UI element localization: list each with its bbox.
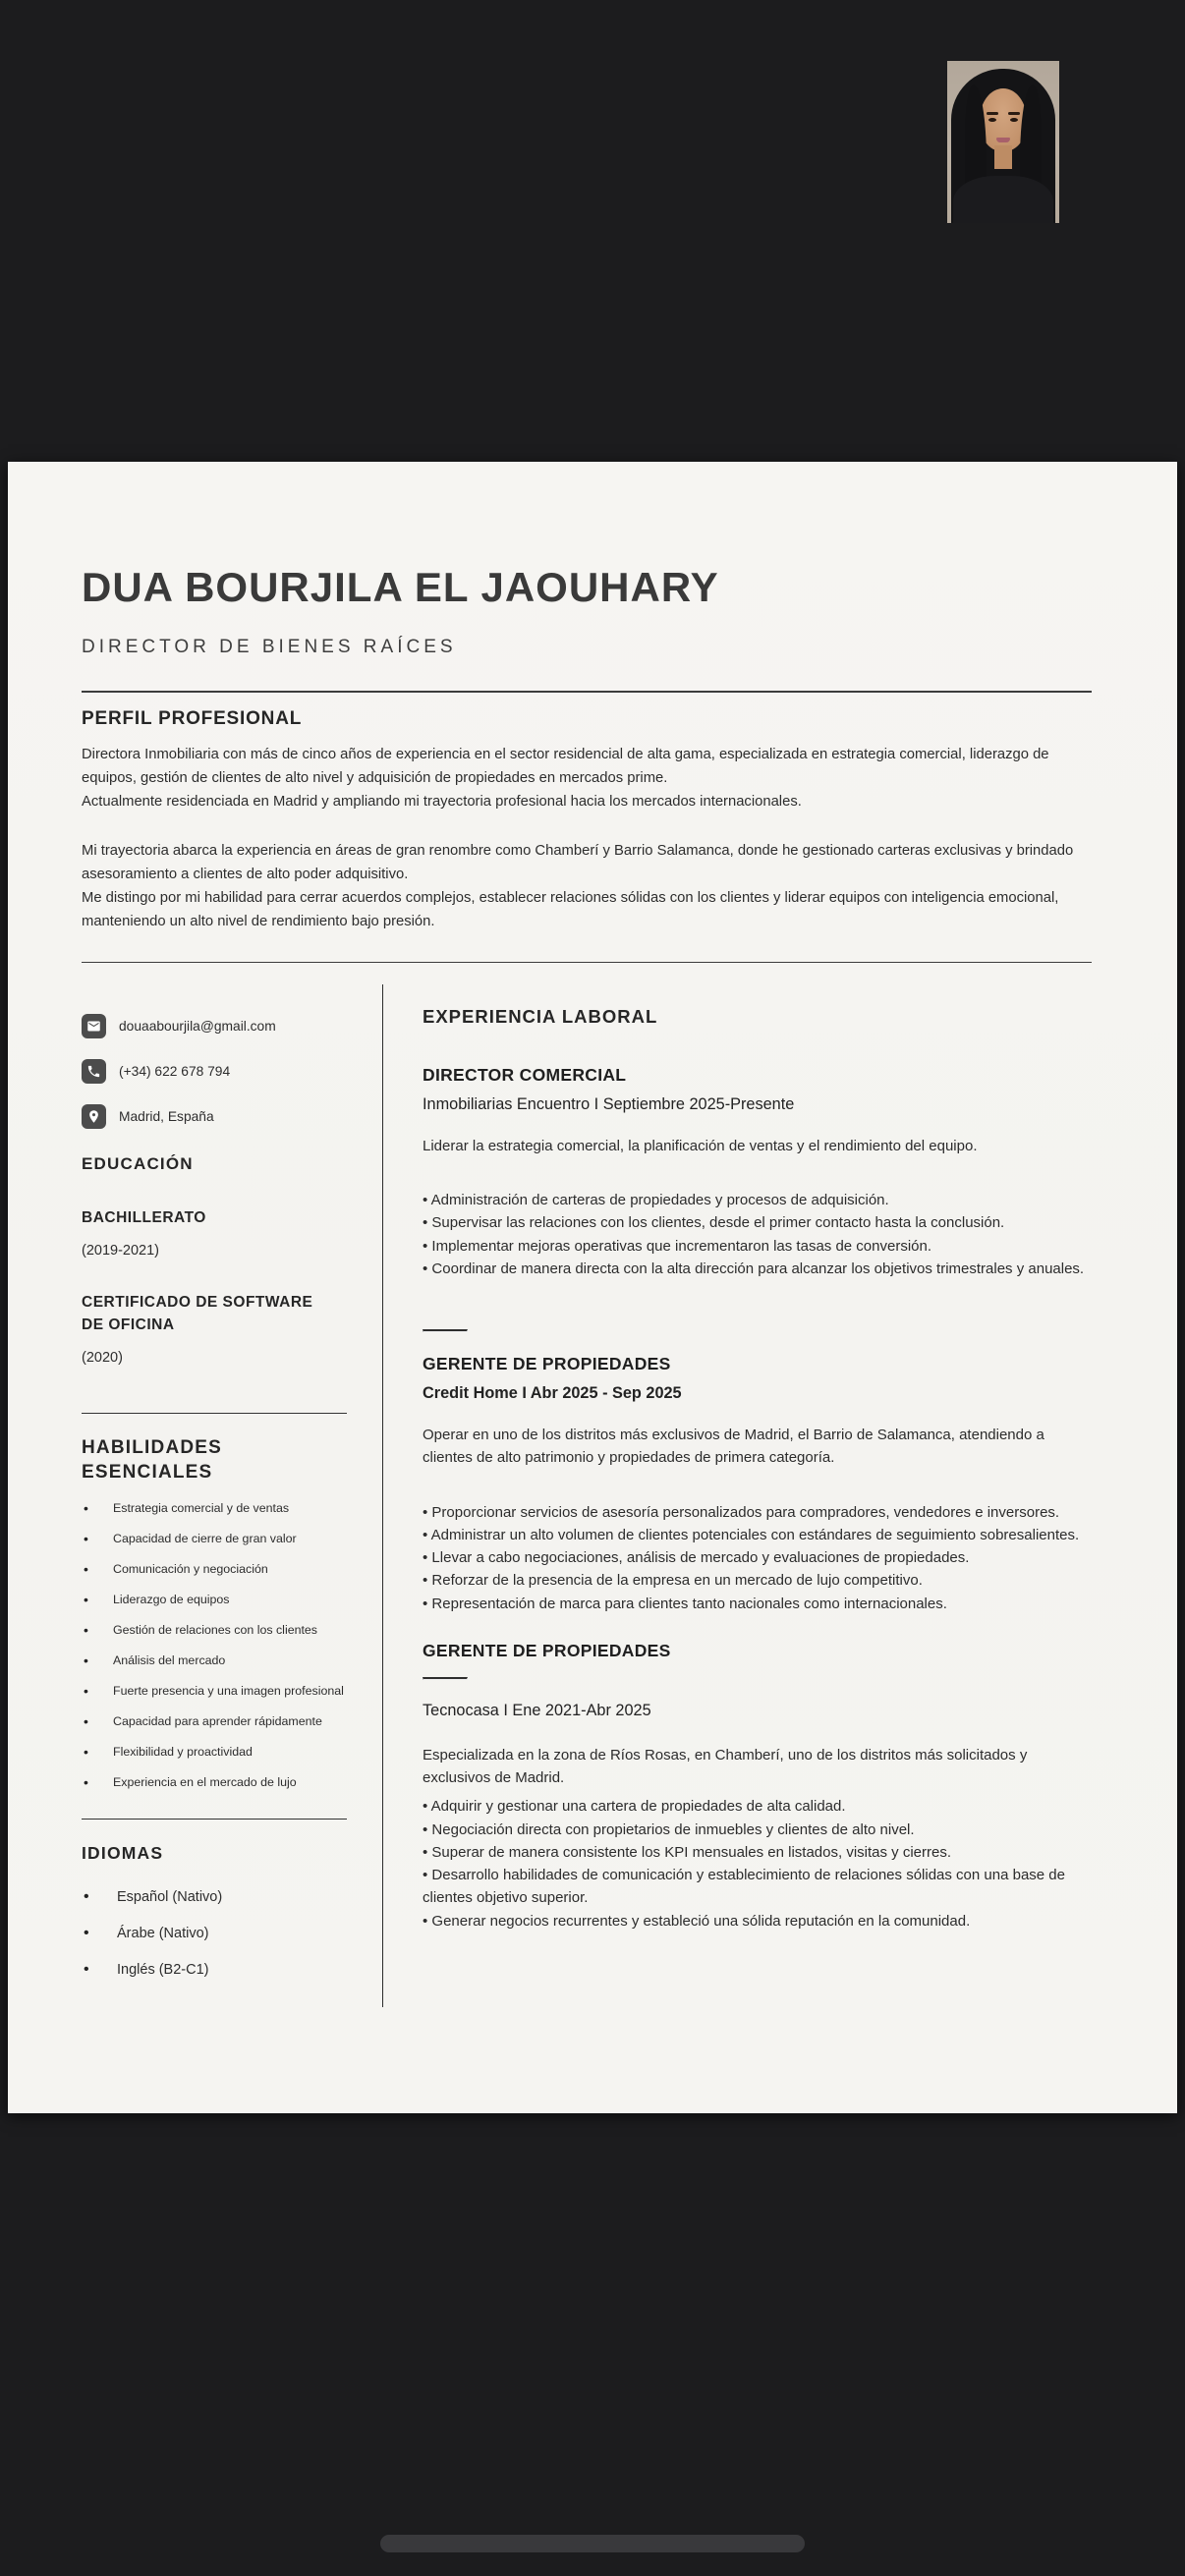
job-divider <box>423 1329 468 1332</box>
bullet-item: • Adquirir y gestionar una cartera de propiedades de alta calidad. <box>423 1795 1092 1818</box>
job-title: GERENTE DE PROPIEDADES <box>423 1354 671 1374</box>
perfil-paragraph: Directora Inmobiliaria con más de cinco años de experiencia en el sector residencial de alta gama, especializada en estrategia comercial, liderazgo de equipos, gestión de clientes de alto nivel y adquisición de propiedades en mercados prime. <box>82 747 1049 786</box>
skill-item: • Experiencia en el mercado de lujo <box>82 1775 353 1789</box>
location-pin-icon <box>82 1104 106 1129</box>
skill-item: • Fuerte presencia y una imagen profesional <box>82 1684 353 1698</box>
language-item: • Inglés (B2-C1) <box>82 1962 353 1978</box>
education-date: (2019-2021) <box>82 1243 159 1260</box>
education-date: (2020) <box>82 1350 123 1367</box>
bullet-item: • Generar negocios recurrentes y estableció una sólida reputación en la comunidad. <box>423 1910 1092 1932</box>
phone-value: (+34) 622 678 794 <box>119 1063 231 1079</box>
perfil-heading: PERFIL PROFESIONAL <box>82 708 303 729</box>
perfil-paragraph: Me distingo por mi habilidad para cerrar acuerdos complejos, establecer relaciones sólidas con los clientes y liderar equipos con inteligencia emocional, manteniendo un alto nivel de rendimiento bajo presión. <box>82 889 1059 929</box>
header-divider <box>82 691 1092 693</box>
job-role-subtitle: DIRECTOR DE BIENES RAÍCES <box>82 637 457 657</box>
language-item: • Español (Nativo) <box>82 1889 353 1905</box>
contact-email-row <box>82 1014 353 1038</box>
job-company-dates: Inmobiliarias Encuentro I Septiembre 2025-Presente <box>423 1094 795 1113</box>
skill-item: • Gestión de relaciones con los clientes <box>82 1623 353 1637</box>
skill-item: • Capacidad para aprender rápidamente <box>82 1714 353 1728</box>
bullet-item: • Negociación directa con propietarios de inmuebles y clientes de alto nivel. <box>423 1819 1092 1841</box>
skills-top-divider <box>82 1413 347 1414</box>
section-perfil-profesional <box>82 693 1092 963</box>
location-value: Madrid, España <box>119 1108 214 1124</box>
photo-shoulders <box>953 176 1053 223</box>
job-divider <box>423 1677 468 1680</box>
education-entry <box>82 1292 353 1366</box>
bullet-item: • Superar de manera consistente los KPI mensuales en listados, visitas y cierres. <box>423 1841 1092 1864</box>
education-title: BACHILLERATO <box>82 1208 206 1226</box>
bullet-item: • Reforzar de la presencia de la empresa en un mercado de lujo competitivo. <box>423 1569 1092 1592</box>
resume-header <box>82 462 1092 693</box>
job-entry-gerente-credit-home <box>423 1329 1092 1615</box>
job-intro: Operar en uno de los distritos más exclusivos de Madrid, el Barrio de Salamanca, atendiendo a clientes de alto patrimonio y propiedades de primera categoría. <box>423 1427 1044 1467</box>
home-indicator-bar[interactable] <box>380 2535 805 2552</box>
perfil-paragraph: Mi trayectoria abarca la experiencia en áreas de gran renombre como Chamberí y Barrio Salamanca, donde he gestionado carteras exclusivas y brindado asesoramiento a clientes de alto poder adquisitivo. <box>82 842 1074 882</box>
bullet-item: • Administrar un alto volumen de clientes potenciales con estándares de seguimiento sobresalientes. <box>423 1524 1092 1546</box>
bullet-item: • Representación de marca para clientes tanto nacionales como internacionales. <box>423 1593 1092 1615</box>
profile-divider <box>82 962 1092 963</box>
bullet-item: • Proporcionar servicios de asesoría personalizados para compradores, vendedores e inversores. <box>423 1501 1092 1524</box>
skill-item: • Estrategia comercial y de ventas <box>82 1501 353 1515</box>
skill-item: • Comunicación y negociación <box>82 1562 353 1576</box>
job-title: GERENTE DE PROPIEDADES <box>423 1640 671 1660</box>
job-bullets <box>423 1501 1092 1615</box>
job-bullets <box>423 1795 1092 1932</box>
envelope-icon <box>82 1014 106 1038</box>
sidebar-column <box>82 984 383 2008</box>
education-entries <box>82 1207 353 1366</box>
skill-item: • Liderazgo de equipos <box>82 1593 353 1606</box>
job-intro: Liderar la estrategia comercial, la planificación de ventas y el rendimiento del equipo. <box>423 1137 978 1154</box>
skills-list <box>82 1501 353 1789</box>
skill-item: • Análisis del mercado <box>82 1653 353 1667</box>
page-title: DUA BOURJILA EL JAOUHARY <box>82 564 719 610</box>
experience-heading: EXPERIENCIA LABORAL <box>423 1005 658 1027</box>
bullet-item: • Administración de carteras de propiedades y procesos de adquisición. <box>423 1189 1092 1211</box>
perfil-paragraph: Actualmente residenciada en Madrid y ampliando mi trayectoria profesional hacia los mercados internacionales. <box>82 793 802 810</box>
job-entry-gerente-tecnocasa <box>423 1641 1092 1932</box>
job-title: DIRECTOR COMERCIAL <box>423 1064 627 1085</box>
job-bullets <box>423 1189 1092 1280</box>
bullet-item: • Desarrollo habilidades de comunicación y establecimiento de relaciones sólidas con una base de clientes objetivo superior. <box>423 1864 1092 1910</box>
columns <box>82 984 1092 2008</box>
bullet-item: • Llevar a cabo negociaciones, análisis de mercado y evaluaciones de propiedades. <box>423 1546 1092 1569</box>
job-company-dates: Tecnocasa I Ene 2021-Abr 2025 <box>423 1701 651 1719</box>
skill-item: • Capacidad de cierre de gran valor <box>82 1532 353 1545</box>
languages-heading: IDIOMAS <box>82 1843 164 1864</box>
languages-list <box>82 1889 353 1978</box>
phone-icon <box>82 1059 106 1084</box>
profile-photo <box>947 61 1059 223</box>
language-item: • Árabe (Nativo) <box>82 1926 353 1941</box>
bullet-item: • Supervisar las relaciones con los clientes, desde el primer contacto hasta la conclusión. <box>423 1211 1092 1234</box>
education-title: CERTIFICADO DE SOFTWARE DE OFICINA <box>82 1294 313 1333</box>
perfil-paragraphs <box>82 744 1092 934</box>
contact-phone-row <box>82 1059 353 1084</box>
skill-item: • Flexibilidad y proactividad <box>82 1745 353 1759</box>
skills-heading: HABILIDADES ESENCIALES <box>82 1437 223 1484</box>
resume-page <box>8 462 1177 2113</box>
bullet-item: • Coordinar de manera directa con la alta dirección para alcanzar los objetivos trimestrales y anuales. <box>423 1258 1092 1280</box>
education-heading: EDUCACIÓN <box>82 1153 194 1173</box>
job-entry-director-comercial <box>423 1065 1092 1280</box>
experience-column <box>383 984 1092 2008</box>
bullet-item: • Implementar mejoras operativas que incrementaron las tasas de conversión. <box>423 1235 1092 1258</box>
skills-bottom-divider <box>82 1819 347 1820</box>
job-intro: Especializada en la zona de Ríos Rosas, en Chamberí, uno de los distritos más solicitados y exclusivos de Madrid. <box>423 1746 1028 1787</box>
email-value: douaabourjila@gmail.com <box>119 1018 276 1034</box>
job-company-dates: Credit Home I Abr 2025 - Sep 2025 <box>423 1384 682 1403</box>
education-entry <box>82 1207 353 1259</box>
contact-location-row <box>82 1104 353 1129</box>
